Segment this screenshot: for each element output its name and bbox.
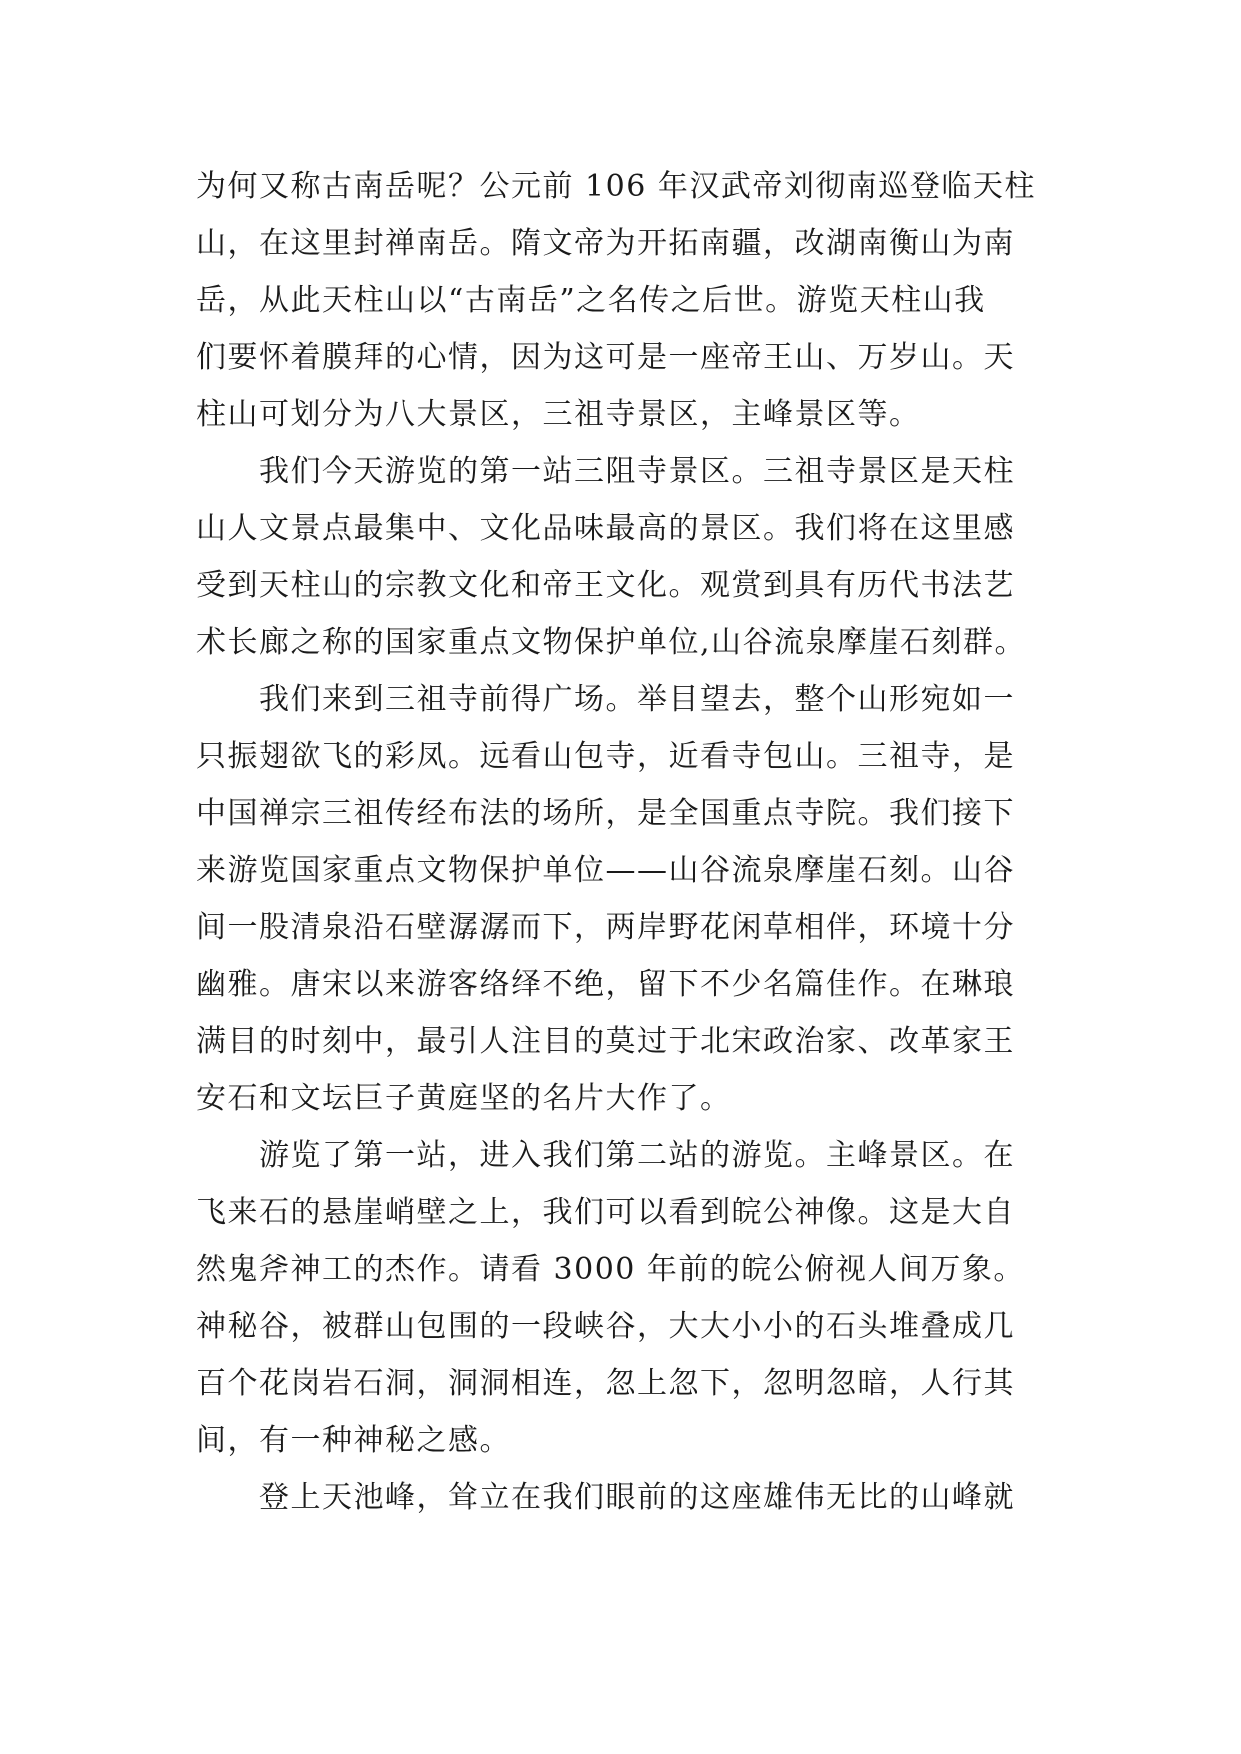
text-line: 来游览国家重点文物保护单位——山谷流泉摩崖石刻。山谷 — [196, 853, 1015, 888]
text-line: 山，在这里封禅南岳。隋文帝为开拓南疆，改湖南衡山为南 — [196, 226, 1015, 261]
text-line: 我们今天游览的第一站三阻寺景区。三祖寺景区是天柱 — [196, 454, 1015, 489]
text-line: 安石和文坛巨子黄庭坚的名片大作了。 — [196, 1081, 732, 1116]
text-line: 只振翅欲飞的彩凤。远看山包寺，近看寺包山。三祖寺，是 — [196, 739, 1015, 774]
text-line: 登上天池峰，耸立在我们眼前的这座雄伟无比的山峰就 — [196, 1480, 1015, 1515]
text-line: 神秘谷，被群山包围的一段峡谷，大大小小的石头堆叠成几 — [196, 1309, 1015, 1344]
text-line: 山人文景点最集中、文化品味最高的景区。我们将在这里感 — [196, 511, 1015, 546]
text-line: 然鬼斧神工的杰作。请看 3000 年前的皖公俯视人间万象。 — [196, 1252, 1025, 1287]
text-line: 幽雅。唐宋以来游客络绎不绝，留下不少名篇佳作。在琳琅 — [196, 967, 1015, 1002]
text-line: 我们来到三祖寺前得广场。举目望去，整个山形宛如一 — [196, 682, 1015, 717]
text-line: 百个花岗岩石洞，洞洞相连，忽上忽下，忽明忽暗，人行其 — [196, 1366, 1015, 1401]
document-body — [196, 158, 1076, 1526]
text-line: 满目的时刻中，最引人注目的莫过于北宋政治家、改革家王 — [196, 1024, 1015, 1059]
text-line: 柱山可划分为八大景区，三祖寺景区，主峰景区等。 — [196, 397, 921, 432]
text-line: 岳，从此天柱山以“古南岳”之名传之后世。游览天柱山我 — [196, 283, 986, 318]
text-line: 中国禅宗三祖传经布法的场所，是全国重点寺院。我们接下 — [196, 796, 1015, 831]
text-line: 间一股清泉沿石壁潺潺而下，两岸野花闲草相伴，环境十分 — [196, 910, 1015, 945]
text-line: 们要怀着膜拜的心情，因为这可是一座帝王山、万岁山。天 — [196, 340, 1015, 375]
text-line: 游览了第一站，进入我们第二站的游览。主峰景区。在 — [196, 1138, 1015, 1173]
text-line: 间，有一种神秘之感。 — [196, 1423, 511, 1458]
text-line: 术长廊之称的国家重点文物保护单位,山谷流泉摩崖石刻群。 — [196, 625, 1027, 660]
text-line: 为何又称古南岳呢？公元前 106 年汉武帝刘彻南巡登临天柱 — [196, 169, 1036, 204]
text-line: 飞来石的悬崖峭壁之上，我们可以看到皖公神像。这是大自 — [196, 1195, 1015, 1230]
text-line: 受到天柱山的宗教文化和帝王文化。观赏到具有历代书法艺 — [196, 568, 1015, 603]
